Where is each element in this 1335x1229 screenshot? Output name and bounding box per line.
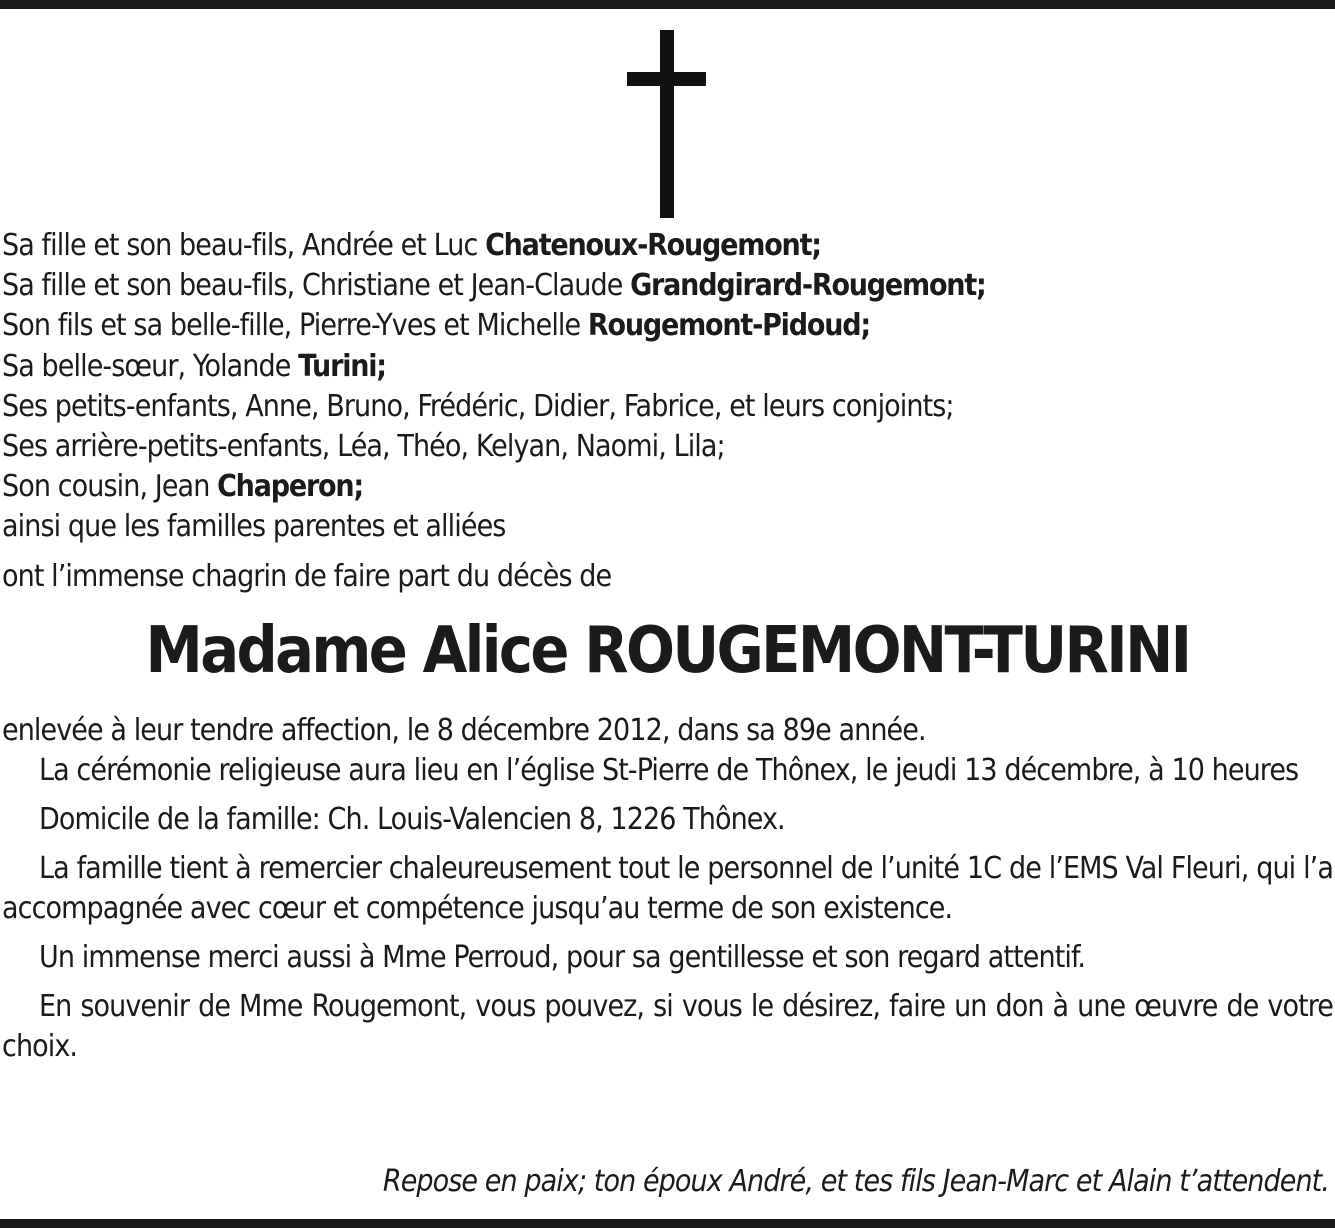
family-line-3: Son fils et sa belle-fille, Pierre-Yves et Michelle Rougemont-Pidoud; bbox=[2, 308, 870, 344]
bottom-border-rule bbox=[0, 1219, 1335, 1228]
family-line-1: Sa fille et son beau-fils, Andrée et Luc Chatenoux-Rougemont; bbox=[2, 228, 821, 263]
paragraph-address: Domicile de la famille: Ch. Louis-Valencien 8, 1226 Thônex. bbox=[39, 802, 785, 837]
paragraph-ceremony: La cérémonie religieuse aura lieu en l’église St-Pierre de Thônex, le jeudi 13 décembre, à 10 heures bbox=[39, 753, 1299, 788]
family-line-4: Sa belle-sœur, Yolande Turini; bbox=[2, 348, 386, 384]
paragraph-thanks-perroud: Un immense merci aussi à Mme Perroud, pour sa gentillesse et son regard attentif. bbox=[39, 940, 1086, 975]
family-line-8: ainsi que les familles parentes et alliées bbox=[2, 509, 506, 545]
paragraph-donation: En souvenir de Mme Rougemont, vous pouvez, si vous le désirez, faire un don à une œuvre de votre choix. bbox=[2, 989, 1333, 1064]
announcement-text: ont l’immense chagrin de faire part du décès de bbox=[2, 559, 612, 594]
paragraph-thanks: La famille tient à remercier chaleureusement tout le personnel de l’unité 1C de l’EMS Val Fleuri, qui l’a accompagnée avec cœur et compétence jusqu’au terme de son existence. bbox=[2, 851, 1333, 926]
family-line-2: Sa fille et son beau-fils, Christiane et Jean-Claude Grandgirard-Rougemont; bbox=[2, 268, 986, 304]
top-border-rule bbox=[0, 0, 1335, 9]
notice-body bbox=[2, 711, 1333, 1067]
paragraph-passing: enlevée à leur tendre affection, le 8 décembre 2012, dans sa 89e année. bbox=[2, 713, 926, 748]
deceased-name-heading: Madame Alice ROUGEMONT-TURINI bbox=[145, 614, 1190, 688]
family-line-7: Son cousin, Jean Chaperon; bbox=[2, 469, 364, 505]
family-line-6: Ses arrière-petits-enfants, Léa, Théo, Kelyan, Naomi, Lila; bbox=[2, 428, 725, 464]
family-line-5: Ses petits-enfants, Anne, Bruno, Frédéric, Didier, Fabrice, et leurs conjoints; bbox=[2, 388, 954, 424]
signature-line: Repose en paix; ton époux André, et tes fils Jean-Marc et Alain t’attendent. bbox=[382, 1164, 1329, 1199]
family-list bbox=[2, 226, 986, 548]
latin-cross-icon bbox=[627, 30, 706, 218]
